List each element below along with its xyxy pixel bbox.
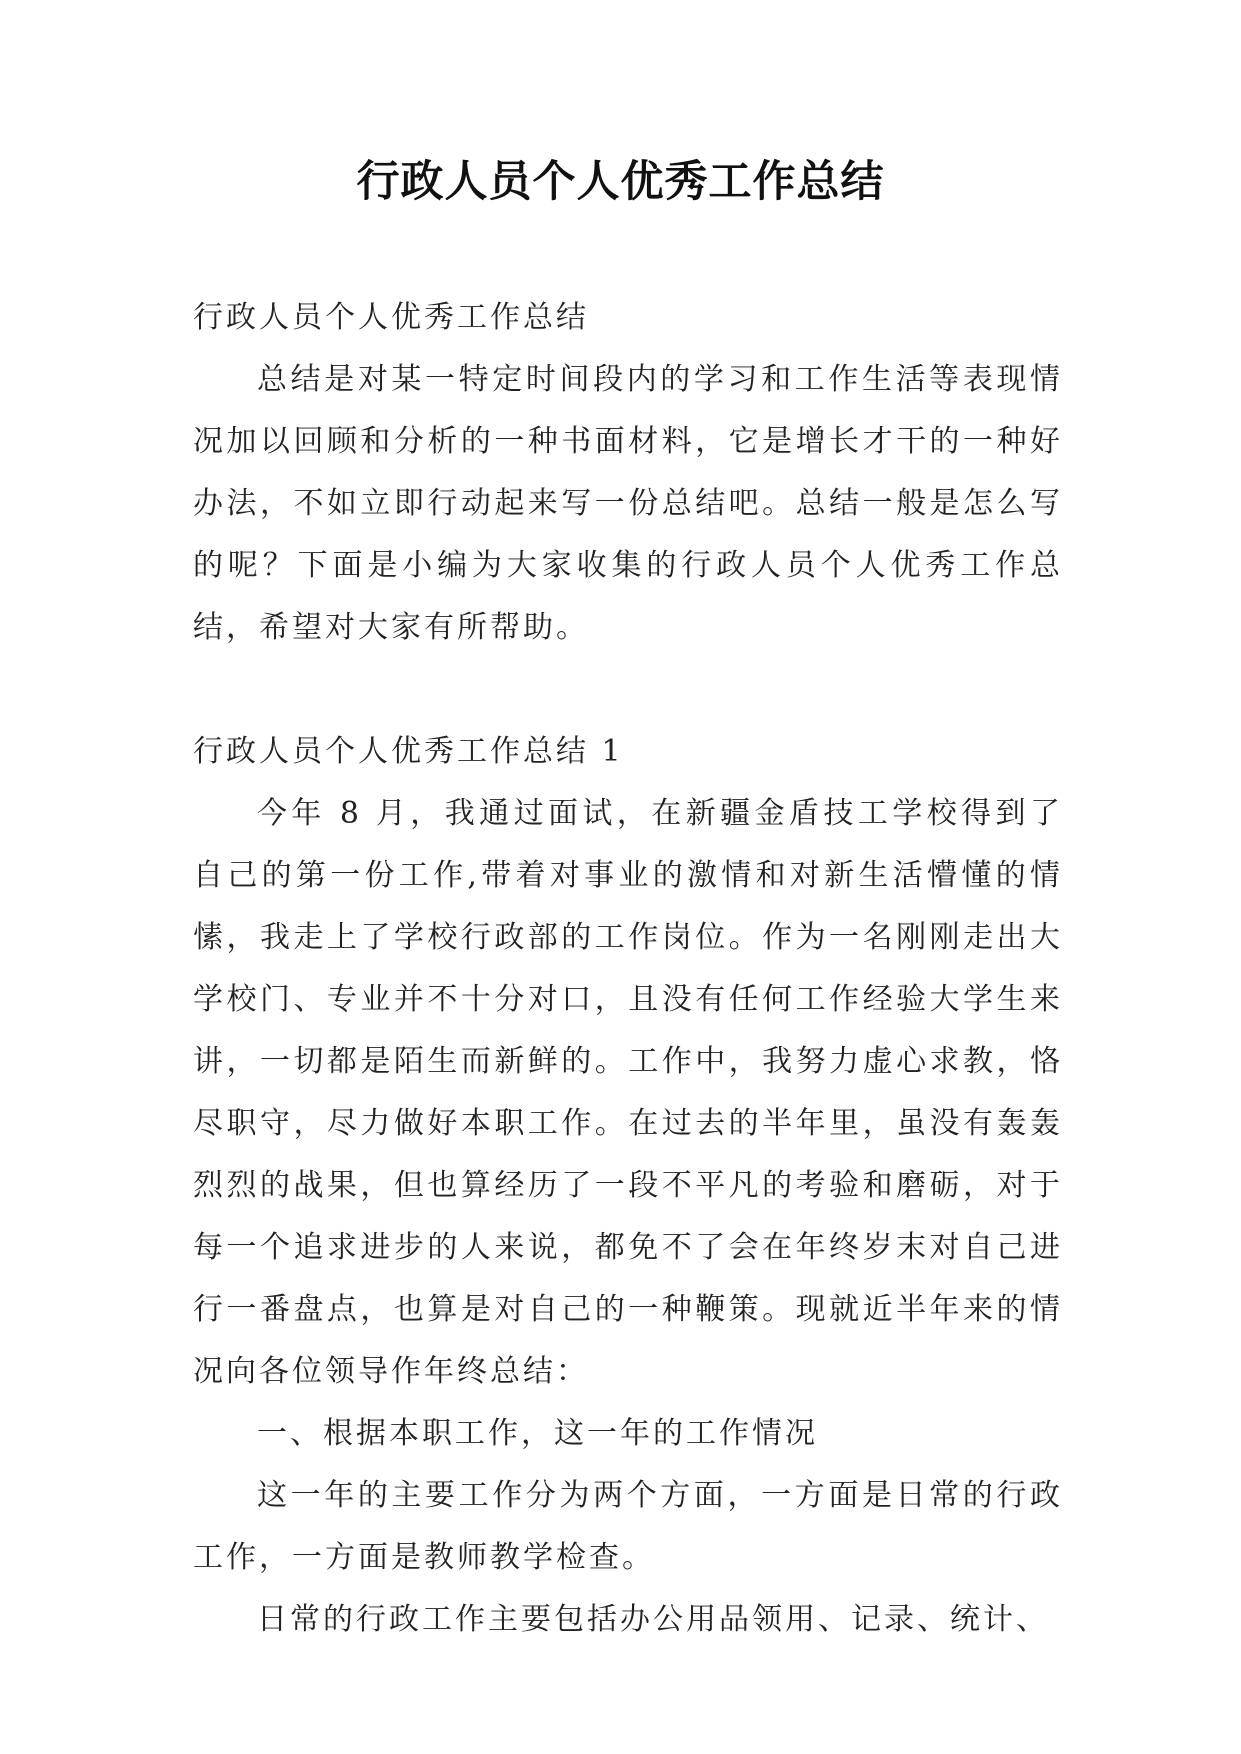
body-paragraph-1: 今年 8 月，我通过面试，在新疆金盾技工学校得到了自己的第一份工作,带着对事业的激情和对新生活懵懂的情愫，我走上了学校行政部的工作岗位。作为一名刚刚走出大学校门、专业并不十分对口，且没有任何工作经验大学生来讲，一切都是陌生而新鲜的。工作中，我努力虚心求教，恪尽职守，尽力做好本职工作。在过去的半年里，虽没有轰轰烈烈的战果，但也算经历了一段不平凡的考验和磨砺，对于每一个追求进步的人来说，都免不了会在年终岁末对自己进行一番盘点，也算是对自己的一种鞭策。现就近半年来的情况向各位领导作年终总结： bbox=[193, 796, 1063, 1389]
section-heading-intro: 行政人员个人优秀工作总结 bbox=[193, 300, 589, 335]
intro-paragraph: 总结是对某一特定时间段内的学习和工作生活等表现情况加以回顾和分析的一种书面材料，它是增长才干的一种好办法，不如立即行动起来写一份总结吧。总结一般是怎么写的呢？下面是小编为大家收集的行政人员个人优秀工作总结，希望对大家有所帮助。 bbox=[193, 362, 1063, 645]
document-body bbox=[193, 287, 1063, 1651]
body-paragraph-3: 日常的行政工作主要包括办公用品领用、记录、统计、 bbox=[257, 1602, 1049, 1637]
subheading-1: 一、根据本职工作，这一年的工作情况 bbox=[257, 1416, 818, 1451]
body-paragraph-2: 这一年的主要工作分为两个方面，一方面是日常的行政工作，一方面是教师教学检查。 bbox=[193, 1478, 1063, 1575]
document-title: 行政人员个人优秀工作总结 bbox=[356, 157, 885, 207]
section-heading-1: 行政人员个人优秀工作总结 1 bbox=[193, 734, 624, 769]
